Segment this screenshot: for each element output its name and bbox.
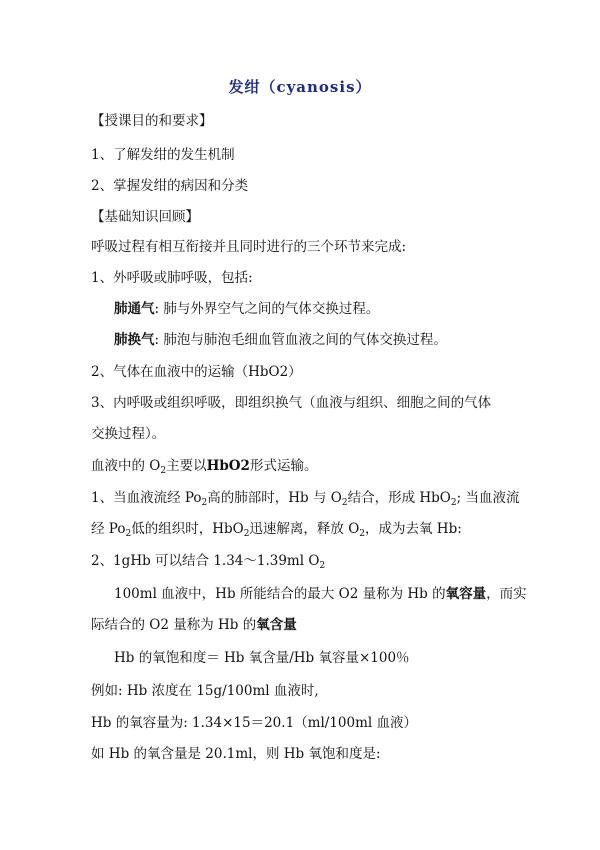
o2-transport-line: [91, 457, 317, 475]
oxygen-content-line: [91, 616, 297, 634]
subscript: 2: [359, 529, 366, 539]
example-line: 例如: Hb 浓度在 15g/100ml 血液时,: [91, 683, 319, 699]
text-fragment: ，而实: [486, 586, 527, 602]
document-title: 发绀（cyanosis）: [228, 78, 372, 96]
point-1-line-2: [91, 520, 462, 538]
ventilation-line: [114, 300, 379, 318]
subscript: 2: [160, 466, 167, 476]
text-fragment: 低的组织时，HbO: [131, 521, 244, 537]
subscript: 2: [201, 498, 208, 508]
step-1: 1、外呼吸或肺呼吸，包括:: [91, 270, 253, 286]
text-fragment: ; 当血液流: [456, 490, 520, 506]
text-fragment: 100ml 血液中，Hb 所能结合的最大 O2 量称为 Hb 的: [114, 586, 446, 602]
saturation-formula: Hb 的氧饱和度＝ Hb 氧含量/Hb 氧容量×100％: [114, 650, 410, 666]
exchange-desc: : 肺泡与肺泡毛细血管血液之间的气体交换过程。: [154, 332, 447, 348]
text-fragment: 血液中的 O: [91, 458, 161, 474]
exchange-term: 肺换气: [114, 332, 155, 348]
text-fragment: 主要以: [166, 458, 207, 474]
ventilation-desc: : 肺与外界空气之间的气体交换过程。: [154, 301, 380, 317]
text-fragment: 际结合的 O2 量称为 Hb 的: [91, 617, 257, 633]
calculation-line: Hb 的氧容量为: 1.34×15＝20.1（ml/100ml 血液）: [91, 715, 417, 731]
review-header: 【基础知识回顾】: [91, 209, 199, 225]
subscript: 2: [125, 529, 132, 539]
intro-text: 呼吸过程有相互衔接并且同时进行的三个环节来完成:: [91, 239, 407, 255]
subscript: 2: [319, 561, 326, 571]
subscript: 2: [450, 498, 457, 508]
text-fragment: 结合，形成 HbO: [347, 490, 451, 506]
text-fragment: 2、1gHb 可以结合 1.34～1.39ml O: [91, 553, 320, 569]
point-1-line-1: [91, 489, 519, 507]
text-fragment: 形式运输。: [249, 458, 318, 474]
subscript: 2: [341, 498, 348, 508]
bold-term: HbO2: [206, 458, 250, 474]
text-fragment: 高的肺部时，Hb 与 O: [207, 490, 342, 506]
question-line: 如 Hb 的氧含量是 20.1ml，则 Hb 氧饱和度是:: [91, 746, 381, 762]
exchange-line: [114, 331, 447, 349]
text-fragment: ，成为去氧 Hb:: [365, 521, 462, 537]
ventilation-term: 肺通气: [114, 301, 155, 317]
objective-1: 1、了解发绀的发生机制: [91, 147, 235, 163]
subscript: 2: [243, 529, 250, 539]
step-2: 2、气体在血液中的运输（HbO2）: [91, 364, 302, 380]
text-fragment: 迅速解离，释放 O: [249, 521, 360, 537]
objectives-header: 【授课目的和要求】: [91, 113, 213, 129]
point-2: [91, 552, 325, 570]
text-fragment: 1、当血液流经 Po: [91, 490, 202, 506]
step-3-line-1: 3、内呼吸或组织呼吸，即组织换气（血液与组织、细胞之间的气体: [91, 395, 492, 411]
step-3-line-2: 交换过程）。: [91, 426, 166, 442]
text-fragment: 经 Po: [91, 521, 126, 537]
bold-term: 氧含量: [256, 617, 297, 633]
objective-2: 2、掌握发绀的病因和分类: [91, 178, 249, 194]
oxygen-capacity-line: [114, 585, 527, 603]
bold-term: 氧容量: [445, 586, 487, 602]
